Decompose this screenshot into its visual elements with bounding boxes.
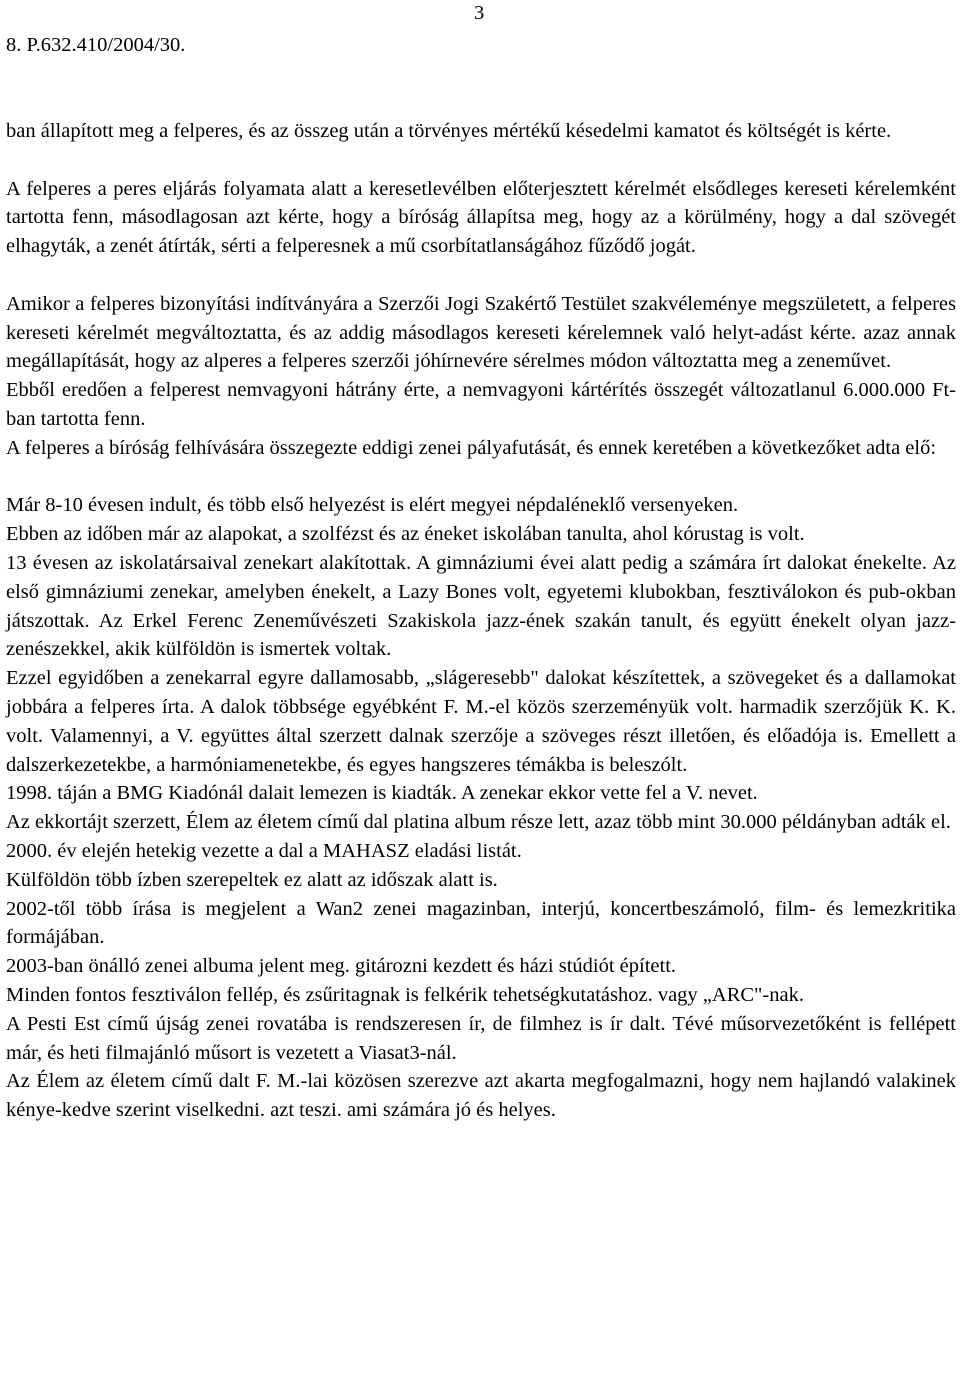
paragraph: Az ekkortájt szerzett, Élem az életem című dal platina album része lett, azaz több mint 30.000 példányban adták el. (6, 811, 951, 834)
paragraph: A felperes a bíróság felhívására összegezte eddigi zenei pályafutását, és ennek keretében a következőket adta elő: (6, 436, 937, 459)
paragraph: Amikor a felperes bizonyítási indítványára a Szerzői Jogi Szakértő Testület szakvéleménye megszületett, a felperes kereseti kérelmét megváltoztatta, és az addig másodlagos kereseti kérelemnek való helyt-adást kérte. azaz annak megállapítását, hogy az alperes a felperes szerzői jóhírnevére sérelmes módon változtatta meg a zeneművet. (6, 292, 956, 373)
paragraph: A Pesti Est című újság zenei rovatába is rendszeresen ír, de filmhez is ír dalt. Tévé műsorvezetőként is fellépett már, és heti filmajánló műsort is vezetett a Viasat3-nál. (6, 1012, 956, 1064)
paragraph-gap (6, 463, 956, 492)
paragraph: Külföldön több ízben szerepeltek ez alatt az időszak alatt is. (6, 868, 498, 891)
paragraph: Ebben az időben már az alapokat, a szolfézst és az éneket iskolában tanulta, ahol kórustag is volt. (6, 523, 805, 546)
paragraph: Minden fontos fesztiválon fellép, és zsűritagnak is felkérik tehetségkutatáshoz. vagy „ARC"-nak. (6, 983, 804, 1006)
paragraph: 1998. táján a BMG Kiadónál dalait lemezen is kiadták. A zenekar ekkor vette fel a V. nevet. (6, 782, 758, 805)
paragraph: ban állapított meg a felperes, és az összeg után a törvényes mértékű késedelmi kamatot és költségét is kérte. (6, 120, 892, 142)
paragraph: 13 évesen az iskolatársaival zenekart alakítottak. A gimnáziumi évei alatt pedig a számára írt dalokat énekelte. Az első gimnáziumi zenekar, amelyben énekelt, a Lazy Bones volt, egyetemi klubokban, fesztiválokon és pub-okban játszottak. Az Erkel Ferenc Zeneművészeti Szakiskola jazz-ének szakán tanult, és együtt énekelt olyan jazz-zenészekkel, akik külföldön is ismertek voltak. (6, 551, 956, 661)
page-number: 3 (474, 2, 485, 24)
paragraph: A felperes a peres eljárás folyamata alatt a keresetlevélben előterjesztett kérelmét elsődleges kereseti kérelemként tartotta fenn, másodlagosan azt kérte, hogy a bíróság állapítsa meg, hogy az a körülmény, hogy a dal szövegét elhagyták, a zenét átírták, sérti a felperesnek a mű csorbítatlanságához fűződő jogát. (6, 177, 956, 258)
paragraph-gap (6, 261, 956, 290)
paragraph: Ezzel egyidőben a zenekarral egyre dallamosabb, „slágeresebb" dalokat készítettek, a szövegeket és a dallamokat jobbára a felperes írta. A dalok többsége egyébként F. M.-el közös szerzeményük volt. harmadik szerzőjük K. K. volt. Valamennyi, a V. együttes által szerzett dalnak szerzője a szöveges részt illetően, és előadója is. Emellett a dalszerkezetekbe, a harmóniamenetekbe, és egyes hangszeres témákba is beleszólt. (6, 667, 956, 776)
paragraph: 2003-ban önálló zenei albuma jelent meg. gitározni kezdett és házi stúdiót épített. (6, 955, 677, 978)
case-reference: 8. P.632.410/2004/30. (6, 34, 186, 56)
document-body (6, 117, 956, 1125)
paragraph-gap (6, 146, 956, 175)
paragraph: 2000. év elején hetekig vezette a dal a MAHASZ eladási listát. (6, 839, 522, 862)
paragraph: 2002-től több írása is megjelent a Wan2 zenei magazinban, interjú, koncertbeszámoló, film- és lemezkritika formájában. (6, 897, 956, 949)
paragraph: Már 8-10 évesen indult, és több első helyezést is elért megyei népdaléneklő versenyeken. (6, 494, 739, 517)
paragraph: Ebből eredően a felperest nemvagyoni hátrány érte, a nemvagyoni kártérítés összegét változatlanul 6.000.000 Ft-ban tartotta fenn. (6, 379, 956, 430)
paragraph: Az Élem az életem című dalt F. M.-lai közösen szerezve azt akarta megfogalmazni, hogy nem hajlandó valakinek kénye-kedve szerint viselkedni. azt teszi. ami számára jó és helyes. (6, 1070, 956, 1122)
